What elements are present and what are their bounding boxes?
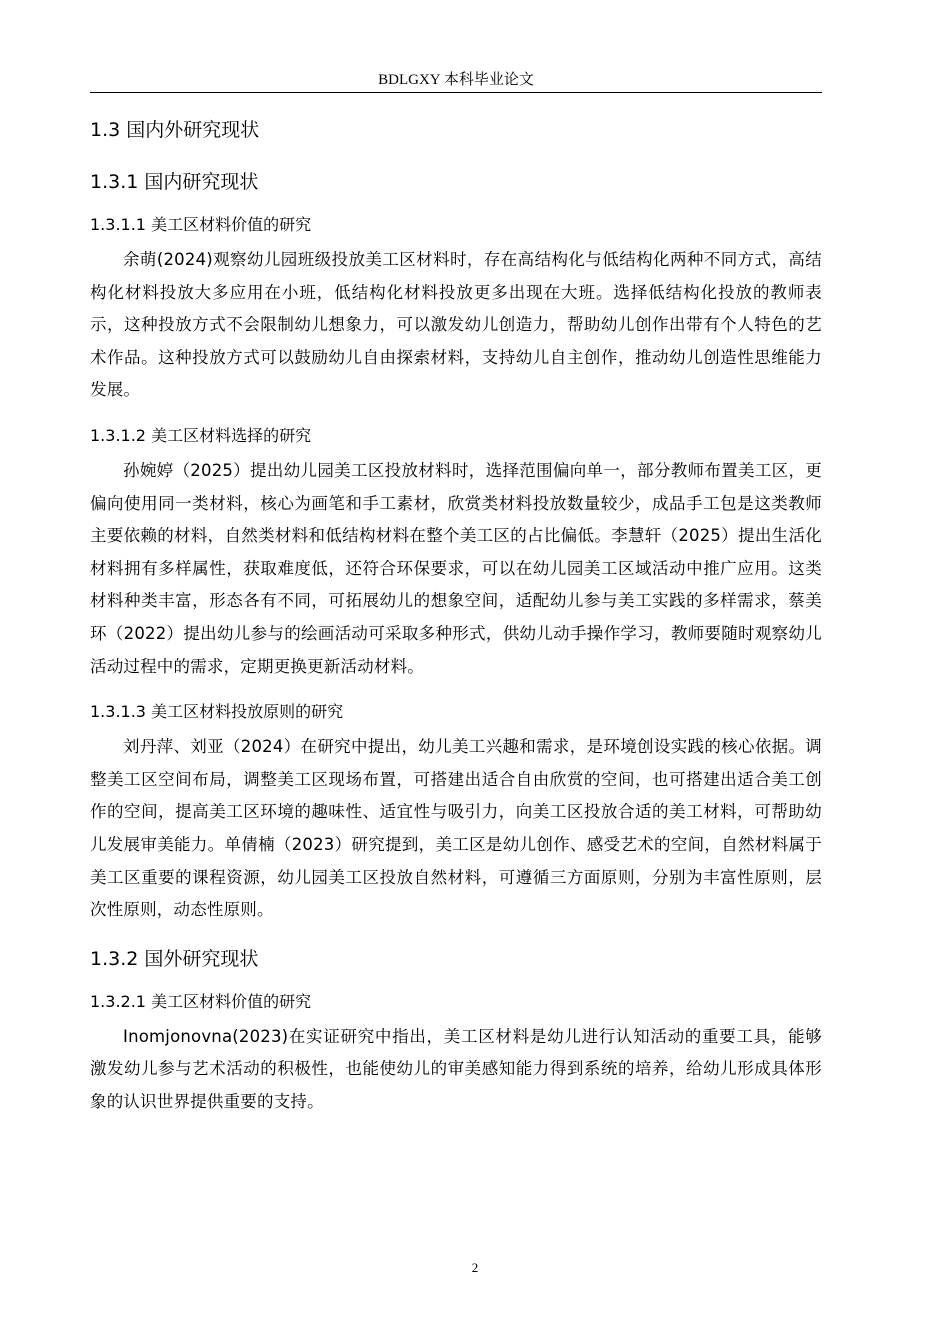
paragraph-1-3-2-1: Inomjonovna(2023)在实证研究中指出，美工区材料是幼儿进行认知活动的重要工具，能够激发幼儿参与艺术活动的积极性，也能使幼儿的审美感知能力得到系统的培养，给幼儿形成具体形象的认识世界提供重要的支持。 [90, 1026, 822, 1111]
paragraph-1-3-1-2: 孙婉婷（2025）提出幼儿园美工区投放材料时，选择范围偏向单一，部分教师布置美工区，更偏向使用同一类材料，核心为画笔和手工素材，欣赏类材料投放数量较少，成品手工包是这类教师主要依赖的材料，自然类材料和低结构材料在整个美工区的占比偏低。李慧轩（2025）提出生活化材料拥有多样属性，获取难度低，还符合环保要求，可以在幼儿园美工区域活动中推广应用。这类材料种类丰富，形态各有不同，可拓展幼儿的想象空间，适配幼儿参与美工实践的多样需求，蔡美环（2022）提出幼儿参与的绘画活动可采取多种形式，供幼儿动手操作学习，教师要随时观察幼儿活动过程中的需求，定期更换更新活动材料。 [90, 460, 822, 676]
section-heading-1-3-1-1: 1.3.1.1 美工区材料价值的研究 [90, 215, 312, 234]
header-rule [90, 92, 822, 93]
page-content [90, 112, 822, 1132]
section-heading-1-3-1-3: 1.3.1.3 美工区材料投放原则的研究 [90, 702, 344, 722]
section-heading-1-3-1-2: 1.3.1.2 美工区材料选择的研究 [90, 425, 312, 445]
paragraph-1-3-1-1: 余萌(2024)观察幼儿园班级投放美工区材料时，存在高结构化与低结构化两种不同方式，高结构化材料投放大多应用在小班，低结构化材料投放更多出现在大班。选择低结构化投放的教师表示，这种投放方式不会限制幼儿想象力，可以激发幼儿创造力，帮助幼儿创作出带有个人特色的艺术作品。这种投放方式可以鼓励幼儿自由探索材料，支持幼儿自主创作，推动幼儿创造性思维能力发展。 [90, 250, 822, 400]
section-heading-1-3: 1.3 国内外研究现状 [90, 119, 260, 141]
section-heading-1-3-1: 1.3.1 国内研究现状 [90, 171, 259, 193]
page-number: 2 [471, 1260, 479, 1275]
section-heading-1-3-2-1: 1.3.2.1 美工区材料价值的研究 [90, 991, 312, 1011]
section-heading-1-3-2: 1.3.2 国外研究现状 [90, 947, 259, 970]
paragraph-1-3-1-3: 刘丹萍、刘亚（2024）在研究中提出，幼儿美工兴趣和需求，是环境创设实践的核心依据。调整美工区空间布局，调整美工区现场布置，可搭建出适合自由欣赏的空间，也可搭建出适合美工创作的空间，提高美工区环境的趣味性、适宜性与吸引力，向美工区投放合适的美工材料，可帮助幼儿发展审美能力。单倩楠（2023）研究提到，美工区是幼儿创作、感受艺术的空间，自然材料属于美工区重要的课程资源，幼儿园美工区投放自然材料，可遵循三方面原则，分别为丰富性原则，层次性原则，动态性原则。 [90, 737, 822, 920]
running-header: BDLGXY 本科毕业论文 [378, 72, 534, 88]
